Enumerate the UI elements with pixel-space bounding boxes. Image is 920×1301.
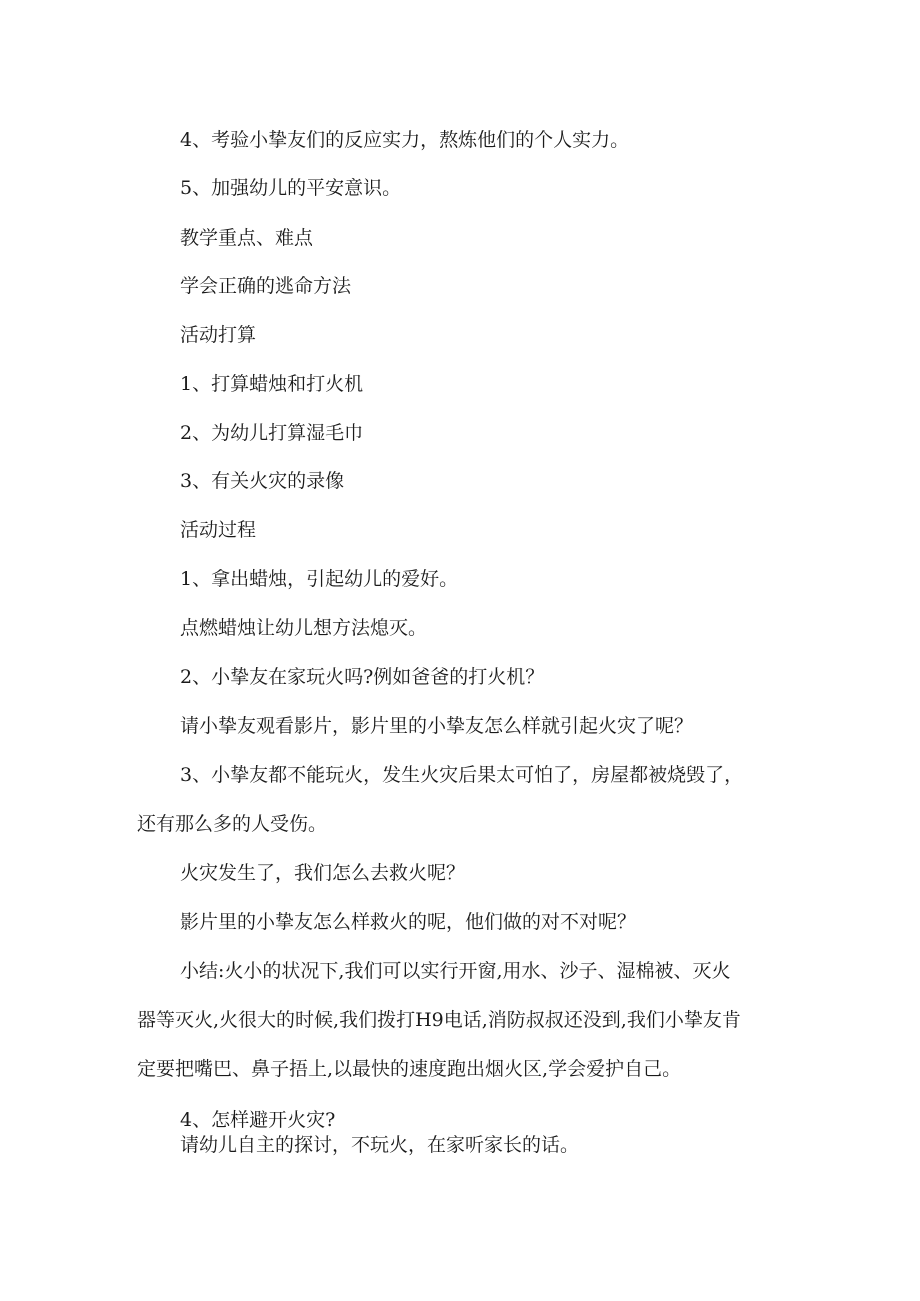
summary-line-3: 定要把嘴巴、鼻子捂上,以最快的速度跑出烟火区,学会爱护自己。: [137, 1058, 682, 1080]
key-point-text: 学会正确的逃命方法: [180, 275, 352, 297]
preparation-item-1: 1、打算蜡烛和打火机: [180, 373, 364, 395]
process-step-3: 3、小挚友都不能玩火，发生火灾后果太可怕了，房屋都被烧毁了，: [180, 764, 744, 786]
objective-4: 4、考验小挚友们的反应实力，熬炼他们的个人实力。: [180, 129, 630, 151]
summary-line-2: 器等灭火,火很大的时候,我们拨打H9电话,消防叔叔还没到,我们小挚友肯: [137, 1009, 741, 1031]
summary-line-1: 小结:火小的状况下,我们可以实行开窗,用水、沙子、湿棉被、灭火: [180, 960, 731, 982]
process-step-3-detail: 影片里的小挚友怎么样救火的呢，他们做的对不对呢？: [180, 911, 637, 933]
process-step-1-detail: 点燃蜡烛让幼儿想方法熄灭。: [180, 617, 428, 639]
preparation-item-2: 2、为幼儿打算湿毛巾: [180, 422, 364, 444]
process-step-4-detail: 请幼儿自主的探讨，不玩火，在家听家长的话。: [180, 1134, 580, 1156]
process-step-2: 2、小挚友在家玩火吗?例如爸爸的打火机？: [180, 666, 545, 688]
process-step-2-detail: 请小挚友观看影片，影片里的小挚友怎么样就引起火灾了呢？: [180, 715, 694, 737]
process-step-1: 1、拿出蜡烛，引起幼儿的爱好。: [180, 568, 459, 590]
process-step-3-question: 火灾发生了，我们怎么去救火呢？: [180, 862, 466, 884]
objective-5: 5、加强幼儿的平安意识。: [180, 177, 402, 199]
section-heading-key-points: 教学重点、难点: [180, 227, 314, 249]
preparation-item-3: 3、有关火灾的录像: [180, 470, 345, 492]
process-step-3-continued: 还有那么多的人受伤。: [137, 813, 328, 835]
section-heading-preparation: 活动打算: [180, 324, 257, 346]
process-step-4: 4、怎样避开火灾?: [180, 1109, 336, 1131]
section-heading-process: 活动过程: [180, 519, 257, 541]
